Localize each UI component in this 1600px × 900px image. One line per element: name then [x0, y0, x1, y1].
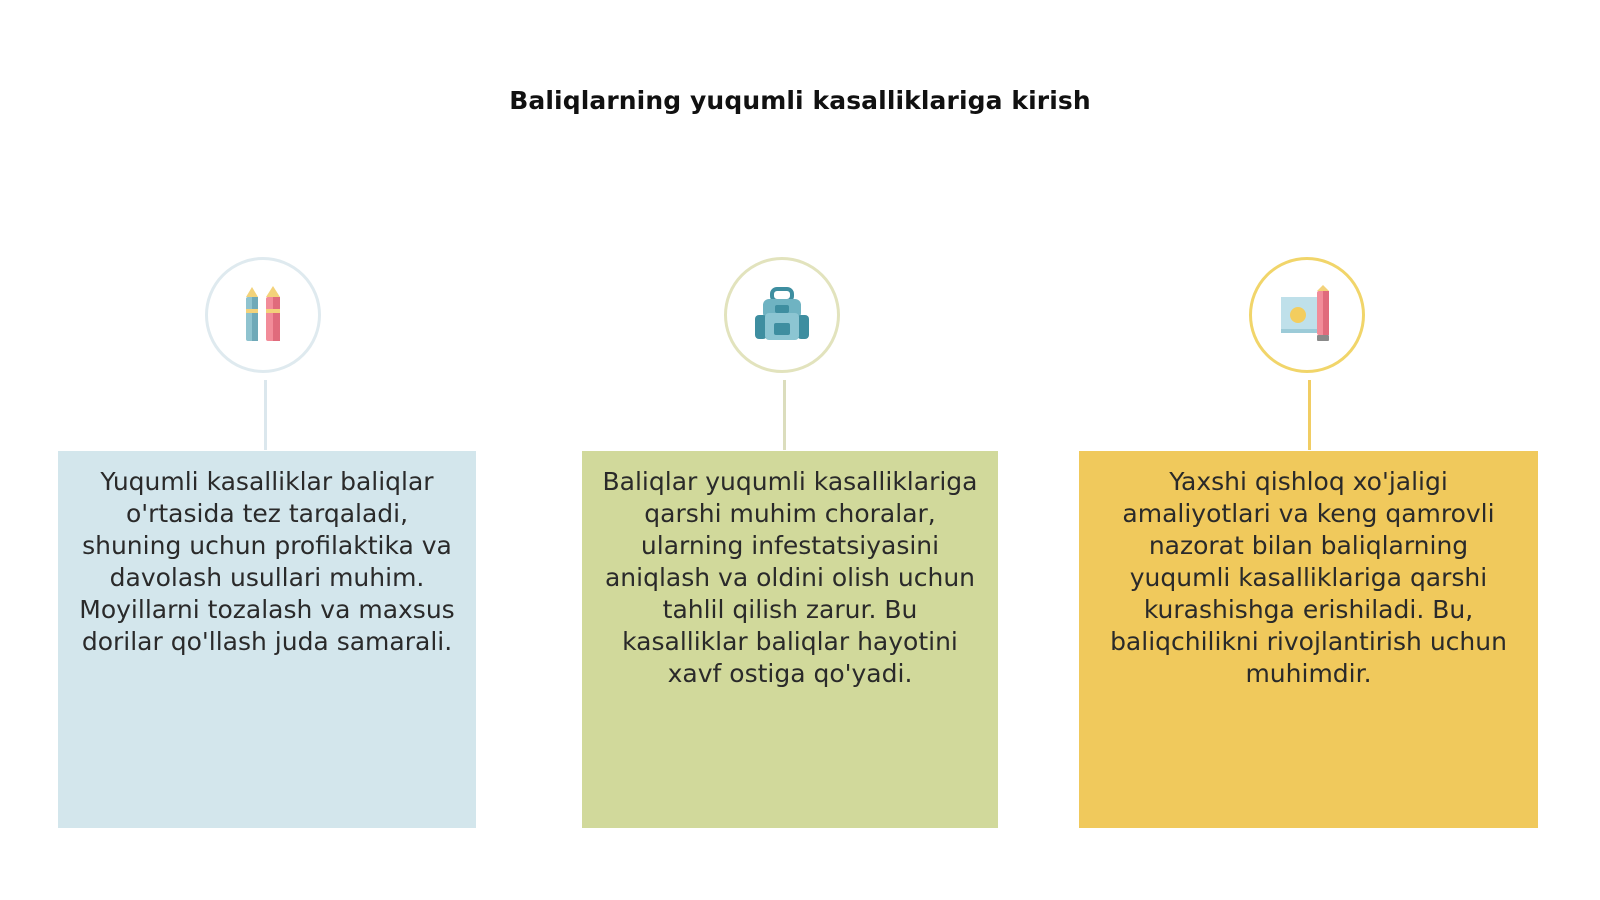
icon-circle-2 [724, 257, 840, 373]
connector-line-1 [264, 380, 267, 450]
pencils-icon [239, 285, 287, 345]
card-3-text: Yaxshi qishloq xo'jaligi amaliyotlari va keng qamrovli nazorat bilan baliqlarning yuqumli kasalliklariga qarshi kurashishga erishiladi. Bu, baliqchilikni rivojlantirish uchun muhimdir. [1110, 467, 1507, 688]
info-card-3 [1079, 451, 1538, 828]
icon-circle-1 [205, 257, 321, 373]
page-title: Baliqlarning yuqumli kasalliklariga kirish [509, 86, 1091, 115]
backpack-icon [752, 287, 812, 343]
info-card-2 [582, 451, 998, 828]
card-2-text: Baliqlar yuqumli kasalliklariga qarshi muhim choralar, ularning infestatsiyasini aniqlash va oldini olish uchun tahlil qilish zarur. Bu kasalliklar baliqlar hayotini xavf ostiga qo'yadi. [602, 467, 978, 688]
connector-line-3 [1308, 380, 1311, 450]
card-1-text: Yuqumli kasalliklar baliqlar o'rtasida tez tarqaladi, shuning uchun profilaktika va davolash usullari muhim. Moyillarni tozalash va maxsus dorilar qo'llash juda samarali. [79, 467, 455, 656]
info-card-1 [58, 451, 476, 828]
drawing-pencil-icon [1277, 285, 1337, 345]
connector-line-2 [783, 380, 786, 450]
icon-circle-3 [1249, 257, 1365, 373]
